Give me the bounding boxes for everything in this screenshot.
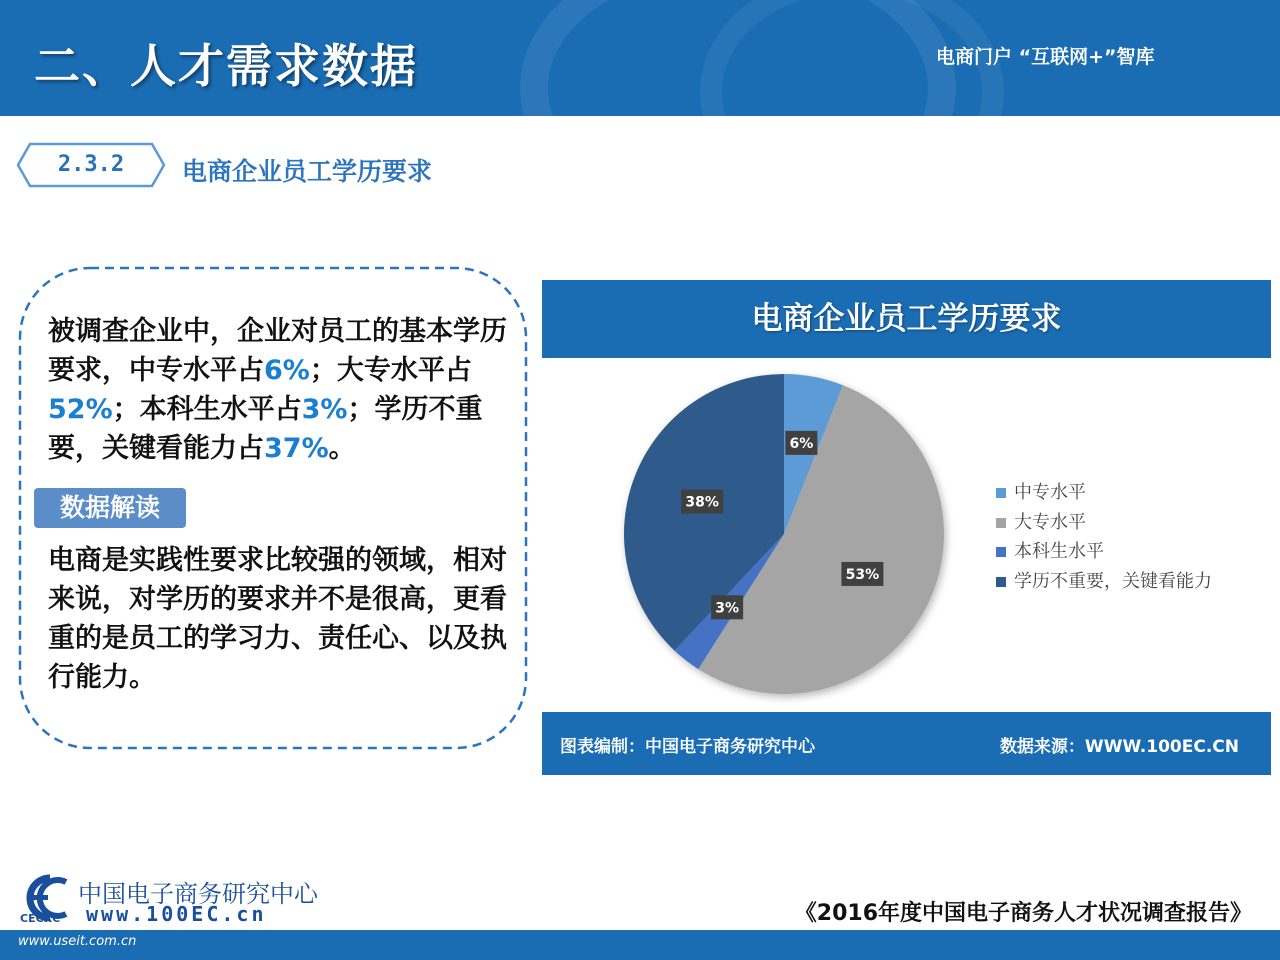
- logo-abbreviation: CECRC: [20, 912, 61, 925]
- summary-text: 被调查企业中，企业对员工的基本学历要求，中专水平占: [48, 316, 507, 386]
- bottom-bar: [0, 930, 1280, 960]
- pie-data-label: [681, 490, 723, 514]
- section-number-tag: [16, 142, 166, 188]
- legend-item: [996, 478, 1212, 508]
- interpretation-paragraph: 电商是实践性要求比较强的领域，相对来说，对学历的要求并不是很高，更看重的是员工的学习力、责任心、以及执行能力。: [48, 545, 507, 693]
- legend-label: 大专水平: [1014, 511, 1086, 533]
- legend-swatch: [996, 547, 1006, 557]
- summary-value: 6%: [264, 355, 310, 386]
- legend-item: [996, 537, 1212, 567]
- legend-swatch: [996, 518, 1006, 528]
- section-number: 2.3.2: [57, 152, 125, 177]
- legend-swatch: [996, 577, 1006, 587]
- logo-url: www.100EC.cn: [86, 902, 267, 926]
- summary-text: ；大专水平占: [309, 355, 472, 386]
- logo-chinese-name: 中国电子商务研究中心: [78, 880, 318, 908]
- chart-header-bar: [542, 280, 1271, 358]
- data-label-text: 38%: [685, 494, 719, 511]
- section-title: 电商企业员工学历要求: [182, 157, 433, 186]
- report-title: 《2016年度中国电子商务人才状况调查报告》: [794, 901, 1252, 926]
- chart-source: 数据来源：WWW.100EC.CN: [999, 737, 1239, 757]
- summary-paragraph: [48, 312, 518, 468]
- pie-data-label: [841, 562, 883, 586]
- pie-slices: [624, 374, 944, 694]
- header-bar: [0, 0, 1280, 116]
- interpretation-badge: 数据解读: [34, 488, 186, 528]
- summary-value: 3%: [301, 394, 348, 425]
- legend-label: 本科生水平: [1014, 541, 1104, 562]
- legend-label: 中专水平: [1014, 482, 1086, 503]
- legend-swatch: [996, 488, 1006, 498]
- summary-text: ；本科生水平占: [112, 394, 302, 425]
- pie-data-label: [785, 431, 817, 455]
- data-label-text: 53%: [845, 566, 880, 583]
- chart-compiler: 图表编制：中国电子商务研究中心: [560, 737, 815, 757]
- summary-text: 。: [328, 433, 356, 464]
- chart-footer-bar: [542, 712, 1271, 775]
- summary-text: ；学历不重要，关键看能力占: [48, 394, 483, 464]
- legend-label: 学历不重要，关键看能力: [1014, 570, 1212, 592]
- page-title: 二、人才需求数据: [34, 39, 418, 93]
- data-label-text: 6%: [789, 435, 814, 452]
- summary-value: 52%: [48, 394, 113, 425]
- data-label-text: 3%: [715, 600, 740, 617]
- watermark: www.useit.com.cn: [18, 934, 137, 949]
- legend-item: [996, 508, 1212, 538]
- chart-title: 电商企业员工学历要求: [751, 301, 1062, 337]
- brand-text: 电商门户 “互联网+”智库: [936, 46, 1155, 68]
- pie-data-label: [711, 595, 743, 619]
- summary-value: 37%: [264, 433, 329, 464]
- legend-item: [996, 567, 1212, 597]
- chart-legend: [996, 478, 1212, 596]
